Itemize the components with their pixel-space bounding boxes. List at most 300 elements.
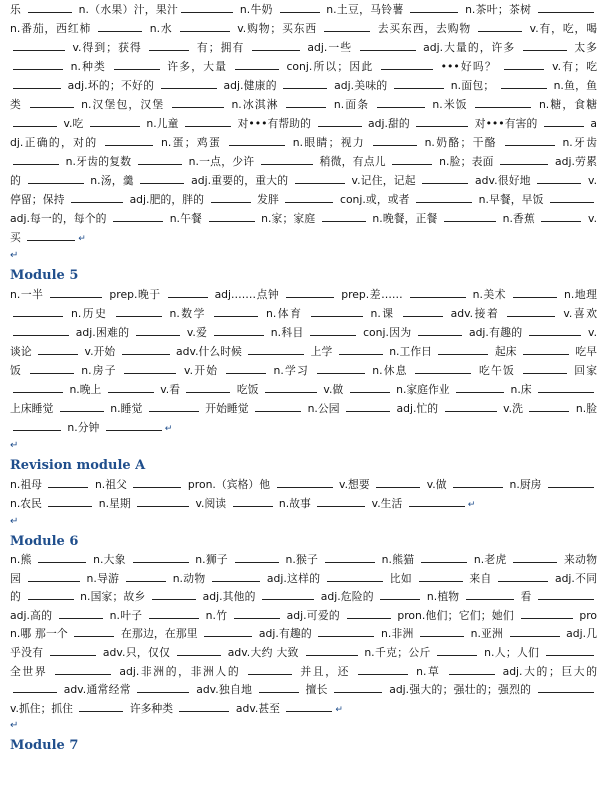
answer-blank[interactable] — [204, 625, 252, 637]
answer-blank[interactable] — [28, 588, 74, 600]
vocabulary-prompt: n.国家；故乡 — [76, 590, 149, 604]
vocabulary-prompt: n.猴子 — [281, 553, 322, 566]
vocabulary-prompt: n.熊猫 — [377, 553, 419, 566]
answer-blank[interactable] — [444, 210, 496, 222]
vocabulary-prompt: adj.困难的 — [72, 326, 134, 339]
vocabulary-prompt: adj.……点钟 — [210, 288, 284, 301]
vocabulary-prompt: n.亚洲 — [467, 627, 507, 641]
answer-blank[interactable] — [161, 77, 217, 89]
answer-blank[interactable] — [149, 607, 199, 619]
vocabulary-prompt: 全世界 — [10, 664, 53, 678]
vocabulary-prompt: n.一半 — [10, 288, 48, 301]
answer-blank[interactable] — [548, 476, 594, 488]
vocabulary-prompt: n.种类 — [66, 60, 111, 73]
vocabulary-prompt: n.土豆，马铃薯 — [322, 3, 408, 16]
paragraph-return-mark: ↵ — [335, 704, 343, 715]
vocabulary-prompt: n.农民 — [10, 497, 46, 510]
answer-blank[interactable] — [255, 400, 301, 412]
answer-blank[interactable] — [259, 681, 299, 693]
answer-blank[interactable] — [28, 172, 84, 184]
vocabulary-prompt: adj.有趣的 — [465, 326, 527, 339]
vocabulary-prompt: n.导游 — [82, 571, 123, 585]
answer-blank[interactable] — [280, 1, 320, 13]
vocabulary-prompt: n.糖，食糖 — [534, 98, 598, 111]
vocabulary-prompt: 吃早饭 — [10, 345, 597, 377]
answer-blank[interactable] — [116, 305, 162, 317]
vocabulary-prompt: v.阅读 — [192, 497, 230, 510]
answer-blank[interactable] — [505, 134, 555, 146]
vocabulary-prompt: n.早餐，早饭 — [475, 193, 548, 206]
answer-blank[interactable] — [523, 362, 567, 374]
answer-blank[interactable] — [437, 644, 477, 656]
vocabulary-prompt: n.冰淇淋 — [226, 98, 284, 111]
answer-blank[interactable] — [418, 324, 462, 336]
answer-blank[interactable] — [185, 115, 231, 127]
answer-blank[interactable] — [416, 115, 468, 127]
answer-blank[interactable] — [233, 495, 273, 507]
vocabulary-prompt: adj.正确的，对的 — [10, 117, 597, 149]
vocabulary-prompt: conj.所以；因此 — [281, 60, 378, 73]
section-heading: Module 5 — [10, 268, 79, 283]
answer-blank[interactable] — [346, 400, 390, 412]
answer-blank[interactable] — [13, 419, 61, 431]
answer-blank[interactable] — [38, 551, 86, 563]
vocabulary-prompt: n.学习 — [268, 364, 314, 377]
vocabulary-prompt: n.大象 — [89, 553, 130, 566]
empty-line-return-mark: ↵ — [10, 440, 19, 451]
answer-blank[interactable] — [537, 172, 581, 184]
vocabulary-prompt: 在那边，在那里 — [117, 627, 202, 641]
vocabulary-prompt: v.洗 — [499, 402, 527, 415]
answer-blank[interactable] — [456, 381, 504, 393]
vocabulary-prompt: adj.忙的 — [393, 402, 442, 415]
vocabulary-prompt: adj.坏的；不好的 — [64, 79, 158, 92]
vocabulary-prompt: n.午餐 — [166, 212, 206, 225]
answer-blank[interactable] — [179, 700, 229, 712]
answer-blank[interactable] — [317, 362, 365, 374]
vocabulary-prompt: v.爱 — [183, 326, 211, 339]
answer-blank[interactable] — [453, 476, 503, 488]
answer-blank[interactable] — [38, 343, 78, 355]
answer-blank[interactable] — [261, 153, 313, 165]
answer-blank[interactable] — [133, 476, 181, 488]
answer-blank[interactable] — [229, 134, 285, 146]
answer-blank[interactable] — [28, 570, 80, 582]
vocabulary-prompt: n.米饭 — [427, 98, 473, 111]
answer-blank[interactable] — [306, 644, 358, 656]
answer-blank[interactable] — [311, 305, 363, 317]
vocabulary-prompt: n.科目 — [267, 326, 308, 339]
vocabulary-prompt: n.面条 — [329, 98, 374, 111]
answer-blank[interactable] — [466, 588, 514, 600]
answer-blank[interactable] — [409, 495, 465, 507]
answer-blank[interactable] — [286, 700, 332, 712]
answer-blank[interactable] — [152, 588, 196, 600]
answer-blank[interactable] — [209, 210, 255, 222]
answer-blank[interactable] — [13, 324, 69, 336]
answer-blank[interactable] — [318, 115, 362, 127]
vocabulary-prompt: adj.甜的 — [364, 117, 414, 130]
answer-blank[interactable] — [265, 381, 317, 393]
answer-blank[interactable] — [538, 681, 594, 693]
vocabulary-prompt: 上学 — [307, 345, 336, 358]
answer-blank[interactable] — [113, 210, 163, 222]
answer-blank[interactable] — [252, 39, 300, 51]
vocabulary-prompt: adv.什么时候 — [172, 345, 246, 358]
empty-line-return-mark: ↵ — [10, 516, 19, 527]
answer-blank[interactable] — [513, 551, 557, 563]
vocabulary-prompt: n.人；人们 — [480, 645, 544, 659]
vocabulary-prompt: adj.肥的，胖的 — [126, 193, 208, 206]
answer-blank[interactable] — [138, 153, 182, 165]
answer-blank[interactable] — [295, 172, 345, 184]
answer-blank[interactable] — [172, 96, 224, 108]
answer-blank[interactable] — [55, 663, 111, 675]
vocabulary-prompt: n.公园 — [304, 402, 344, 415]
answer-blank[interactable] — [317, 495, 365, 507]
vocabulary-prompt: adv.只，仅仅 — [99, 645, 174, 659]
vocabulary-prompt: n.非洲 — [377, 627, 418, 641]
answer-blank[interactable] — [137, 681, 189, 693]
answer-blank[interactable] — [373, 134, 417, 146]
answer-blank[interactable] — [13, 381, 63, 393]
answer-blank[interactable] — [48, 476, 88, 488]
answer-blank[interactable] — [13, 58, 63, 70]
answer-blank[interactable] — [137, 495, 189, 507]
vocabulary-prompt: adj.其他的 — [199, 590, 260, 604]
vocabulary-prompt: v.喜欢 — [558, 307, 598, 320]
vocabulary-prompt: v.抓住；抓住 — [10, 701, 77, 715]
vocabulary-prompt: n.动物 — [168, 571, 210, 585]
vocabulary-prompt: v.看 — [156, 383, 184, 396]
answer-blank[interactable] — [513, 286, 557, 298]
vocabulary-prompt: adj.强大的；强壮的；强烈的 — [385, 683, 535, 697]
answer-blank[interactable] — [262, 588, 314, 600]
answer-blank[interactable] — [392, 153, 432, 165]
vocabulary-prompt: n.晚餐，正餐 — [368, 212, 442, 225]
answer-blank[interactable] — [322, 210, 366, 222]
vocabulary-prompt: conj.或，或者 — [336, 193, 414, 206]
section-food — [10, 0, 597, 263]
vocabulary-prompt: adv.通常经常 — [60, 683, 135, 697]
answer-blank[interactable] — [186, 381, 230, 393]
answer-blank[interactable] — [546, 644, 594, 656]
vocabulary-prompt: n.厨房 — [506, 478, 545, 491]
answer-blank[interactable] — [529, 400, 569, 412]
answer-blank[interactable] — [177, 644, 221, 656]
answer-blank[interactable] — [350, 381, 390, 393]
answer-blank[interactable] — [27, 229, 75, 241]
answer-blank[interactable] — [449, 663, 495, 675]
answer-blank[interactable] — [501, 77, 547, 89]
vocabulary-prompt: v.购物；买东西 — [232, 22, 322, 35]
answer-blank[interactable] — [234, 607, 280, 619]
answer-blank[interactable] — [529, 324, 581, 336]
answer-blank[interactable] — [60, 400, 104, 412]
vocabulary-prompt: adj.几乎没有 — [10, 627, 598, 659]
answer-blank[interactable] — [381, 58, 433, 70]
empty-line-return-mark: ↵ — [10, 720, 19, 732]
answer-blank[interactable] — [79, 700, 123, 712]
vocabulary-prompt: 乐 — [10, 3, 25, 16]
vocabulary-prompt: n.面包； — [447, 79, 498, 92]
vocabulary-prompt: adj.这样的 — [263, 571, 325, 585]
vocabulary-prompt: n.房子 — [76, 364, 122, 377]
answer-blank[interactable] — [394, 77, 444, 89]
answer-blank[interactable] — [226, 362, 266, 374]
vocabulary-prompt: n.老虎 — [470, 553, 511, 566]
vocabulary-prompt: v.开始 — [81, 345, 119, 358]
answer-blank[interactable] — [59, 607, 103, 619]
answer-blank[interactable] — [248, 343, 304, 355]
vocabulary-prompt: n.地理 — [560, 288, 597, 301]
answer-blank[interactable] — [318, 625, 374, 637]
answer-blank[interactable] — [334, 681, 382, 693]
answer-blank[interactable] — [538, 588, 594, 600]
vocabulary-prompt: n.家；家庭 — [257, 212, 319, 225]
answer-blank[interactable] — [13, 77, 61, 89]
answer-blank[interactable] — [13, 681, 57, 693]
answer-blank[interactable] — [211, 191, 251, 203]
vocabulary-prompt: 回家 — [569, 364, 598, 377]
answer-blank[interactable] — [122, 343, 170, 355]
answer-blank[interactable] — [325, 551, 375, 563]
answer-blank[interactable] — [126, 570, 166, 582]
vocabulary-prompt: adj.大量的，许多 — [418, 41, 520, 54]
answer-blank[interactable] — [285, 191, 333, 203]
vocabulary-prompt: 对•••有帮助的 — [234, 117, 315, 130]
vocabulary-prompt: 起床 — [491, 345, 520, 358]
answer-blank[interactable] — [377, 96, 425, 108]
answer-blank[interactable] — [421, 551, 467, 563]
vocabulary-prompt: 许多种类 — [126, 701, 177, 715]
answer-blank[interactable] — [283, 77, 327, 89]
vocabulary-prompt: n.数学 — [164, 307, 211, 320]
vocabulary-prompt: 比如 — [386, 571, 416, 585]
answer-blank[interactable] — [286, 96, 326, 108]
vocabulary-paragraph — [10, 285, 597, 439]
answer-blank[interactable] — [180, 20, 230, 32]
answer-blank[interactable] — [30, 362, 74, 374]
answer-blank[interactable] — [124, 362, 176, 374]
answer-blank[interactable] — [98, 20, 142, 32]
vocabulary-prompt: prep.差…… — [337, 288, 407, 301]
answer-blank[interactable] — [13, 153, 59, 165]
vocabulary-prompt: pron.哪 那一个 — [10, 608, 598, 641]
vocabulary-prompt: 稍微，有点儿 — [315, 155, 390, 168]
vocabulary-prompt: 擅长 — [301, 683, 332, 697]
answer-blank[interactable] — [108, 381, 154, 393]
answer-blank[interactable] — [324, 20, 370, 32]
vocabulary-prompt: adj.重要的，重大的 — [187, 174, 292, 187]
vocabulary-prompt: adj.非洲的，非洲人的 — [114, 664, 246, 678]
vocabulary-prompt: adj.美味的 — [330, 79, 392, 92]
answer-blank[interactable] — [507, 305, 555, 317]
vocabulary-prompt: v.记住，记起 — [347, 174, 420, 187]
vocabulary-prompt: n.课 — [365, 307, 400, 320]
vocabulary-paragraph — [10, 475, 597, 515]
vocabulary-prompt: •••好吗？ — [435, 60, 502, 73]
vocabulary-prompt: n.植物 — [423, 590, 463, 604]
vocabulary-prompt: n.分钟 — [64, 421, 103, 434]
vocabulary-prompt: 对•••有害的 — [471, 117, 541, 130]
vocabulary-prompt: n.工作日 — [385, 345, 436, 358]
vocabulary-prompt: v.开始 — [179, 364, 223, 377]
vocabulary-prompt: v.得到；获得 — [68, 41, 147, 54]
answer-blank[interactable] — [403, 305, 443, 317]
vocabulary-prompt: n.一点，少许 — [184, 155, 258, 168]
answer-blank[interactable] — [498, 570, 548, 582]
vocabulary-prompt: n.叶子 — [105, 608, 146, 622]
vocabulary-prompt: adj.大的；巨大的 — [497, 664, 597, 678]
vocabulary-prompt: adj.一些 — [302, 41, 357, 54]
answer-blank[interactable] — [277, 476, 333, 488]
answer-blank[interactable] — [541, 210, 581, 222]
answer-blank[interactable] — [140, 172, 184, 184]
vocabulary-prompt: n.千克；公斤 — [360, 645, 435, 659]
section-module-6 — [10, 533, 597, 733]
answer-blank[interactable] — [416, 191, 472, 203]
vocabulary-paragraph — [10, 551, 597, 719]
vocabulary-prompt: 并且，还 — [295, 664, 356, 678]
answer-blank[interactable] — [419, 570, 463, 582]
answer-blank[interactable] — [30, 96, 74, 108]
vocabulary-prompt: adj.每一的，每个的 — [10, 212, 111, 225]
vocabulary-prompt: adj.不同的 — [10, 571, 598, 604]
answer-blank[interactable] — [550, 191, 594, 203]
answer-blank[interactable] — [90, 115, 140, 127]
answer-blank[interactable] — [50, 286, 102, 298]
paragraph-return-mark: ↵ — [78, 234, 86, 244]
answer-blank[interactable] — [71, 191, 123, 203]
answer-blank[interactable] — [538, 1, 594, 13]
vocabulary-prompt: v.谈论 — [10, 326, 598, 358]
section-heading: Module 6 — [10, 534, 79, 549]
vocabulary-prompt: n.脸 — [572, 402, 598, 415]
answer-blank[interactable] — [235, 58, 279, 70]
answer-blank[interactable] — [500, 153, 548, 165]
answer-blank[interactable] — [445, 400, 497, 412]
vocabulary-paragraph — [10, 0, 597, 249]
vocabulary-prompt: n.美术 — [468, 288, 511, 301]
answer-blank[interactable] — [376, 476, 420, 488]
answer-blank[interactable] — [310, 324, 356, 336]
vocabulary-prompt: n.（水果）汁，果汁 — [74, 3, 179, 16]
answer-blank[interactable] — [538, 381, 594, 393]
answer-blank[interactable] — [358, 663, 408, 675]
vocabulary-prompt: adv.独自地 — [192, 683, 256, 697]
vocabulary-prompt: 开始睡觉 — [201, 402, 253, 415]
vocabulary-prompt: 来自 — [465, 571, 496, 585]
vocabulary-prompt: 发胖 — [253, 193, 283, 206]
answer-blank[interactable] — [478, 20, 522, 32]
answer-blank[interactable] — [13, 305, 63, 317]
answer-blank[interactable] — [422, 172, 468, 184]
vocabulary-prompt: 来动物园 — [10, 553, 598, 585]
answer-blank[interactable] — [544, 115, 584, 127]
answer-blank[interactable] — [212, 570, 260, 582]
answer-blank[interactable] — [149, 39, 189, 51]
vocabulary-prompt: v.做 — [319, 383, 347, 396]
answer-blank[interactable] — [28, 1, 72, 13]
vocabulary-prompt: 吃午饭 — [474, 364, 520, 377]
answer-blank[interactable] — [136, 324, 180, 336]
answer-blank[interactable] — [114, 58, 160, 70]
section-revision-module-a — [10, 457, 597, 529]
answer-blank[interactable] — [521, 607, 573, 619]
vocabulary-prompt: conj.因为 — [359, 326, 416, 339]
answer-blank[interactable] — [214, 305, 258, 317]
vocabulary-prompt: n.熊 — [10, 553, 36, 566]
answer-blank[interactable] — [286, 286, 334, 298]
answer-blank[interactable] — [181, 1, 233, 13]
vocabulary-prompt: n.历史 — [66, 307, 113, 320]
answer-blank[interactable] — [339, 343, 383, 355]
answer-blank[interactable] — [360, 39, 416, 51]
answer-blank[interactable] — [133, 551, 189, 563]
answer-blank[interactable] — [380, 588, 420, 600]
answer-blank[interactable] — [510, 625, 560, 637]
answer-blank[interactable] — [105, 134, 153, 146]
vocabulary-prompt: adv.甚至 — [232, 701, 284, 715]
vocabulary-prompt: n.汉堡包，汉堡 — [76, 98, 169, 111]
answer-blank[interactable] — [475, 96, 531, 108]
answer-blank[interactable] — [410, 286, 466, 298]
answer-blank[interactable] — [74, 625, 114, 637]
answer-blank[interactable] — [149, 400, 199, 412]
vocabulary-prompt: n.床 — [507, 383, 536, 396]
answer-blank[interactable] — [48, 495, 92, 507]
vocabulary-prompt: v.有，吃，喝 — [525, 22, 597, 35]
vocabulary-prompt: adv.大约 大致 — [223, 645, 303, 659]
answer-blank[interactable] — [168, 286, 208, 298]
answer-blank[interactable] — [410, 1, 458, 13]
vocabulary-prompt: n.故事 — [275, 497, 315, 510]
vocabulary-prompt: adj.高的 — [10, 608, 56, 622]
vocabulary-prompt: adj.劳累的 — [10, 155, 598, 187]
section-module-5 — [10, 267, 597, 453]
answer-blank[interactable] — [327, 570, 383, 582]
answer-blank[interactable] — [248, 663, 292, 675]
answer-blank[interactable] — [235, 551, 279, 563]
vocabulary-prompt: n.蛋；鸡蛋 — [156, 136, 226, 149]
answer-blank[interactable] — [504, 58, 544, 70]
answer-blank[interactable] — [50, 644, 96, 656]
vocabulary-prompt: v.想要 — [335, 478, 374, 491]
vocabulary-prompt: n.牙齿的复数 — [62, 155, 135, 168]
vocabulary-prompt: n.牙齿 — [557, 136, 597, 149]
answer-blank[interactable] — [415, 362, 471, 374]
answer-blank[interactable] — [106, 419, 162, 431]
vocabulary-prompt: n.竹 — [201, 608, 231, 622]
answer-blank[interactable] — [523, 343, 569, 355]
vocabulary-prompt: v.做 — [423, 478, 451, 491]
answer-blank[interactable] — [13, 115, 57, 127]
vocabulary-prompt: adv.很好地 — [471, 174, 535, 187]
vocabulary-prompt: n.休息 — [367, 364, 413, 377]
answer-blank[interactable] — [13, 39, 65, 51]
vocabulary-prompt: 太多 — [569, 41, 597, 54]
answer-blank[interactable] — [420, 625, 464, 637]
paragraph-return-mark: ↵ — [467, 500, 476, 510]
answer-blank[interactable] — [214, 324, 264, 336]
vocabulary-prompt: n.水 — [145, 22, 177, 35]
answer-blank[interactable] — [523, 39, 567, 51]
answer-blank[interactable] — [438, 343, 488, 355]
vocabulary-prompt: pron.他们；它们；她们 — [393, 608, 518, 622]
answer-blank[interactable] — [347, 607, 391, 619]
vocabulary-prompt: 有；拥有 — [192, 41, 249, 54]
